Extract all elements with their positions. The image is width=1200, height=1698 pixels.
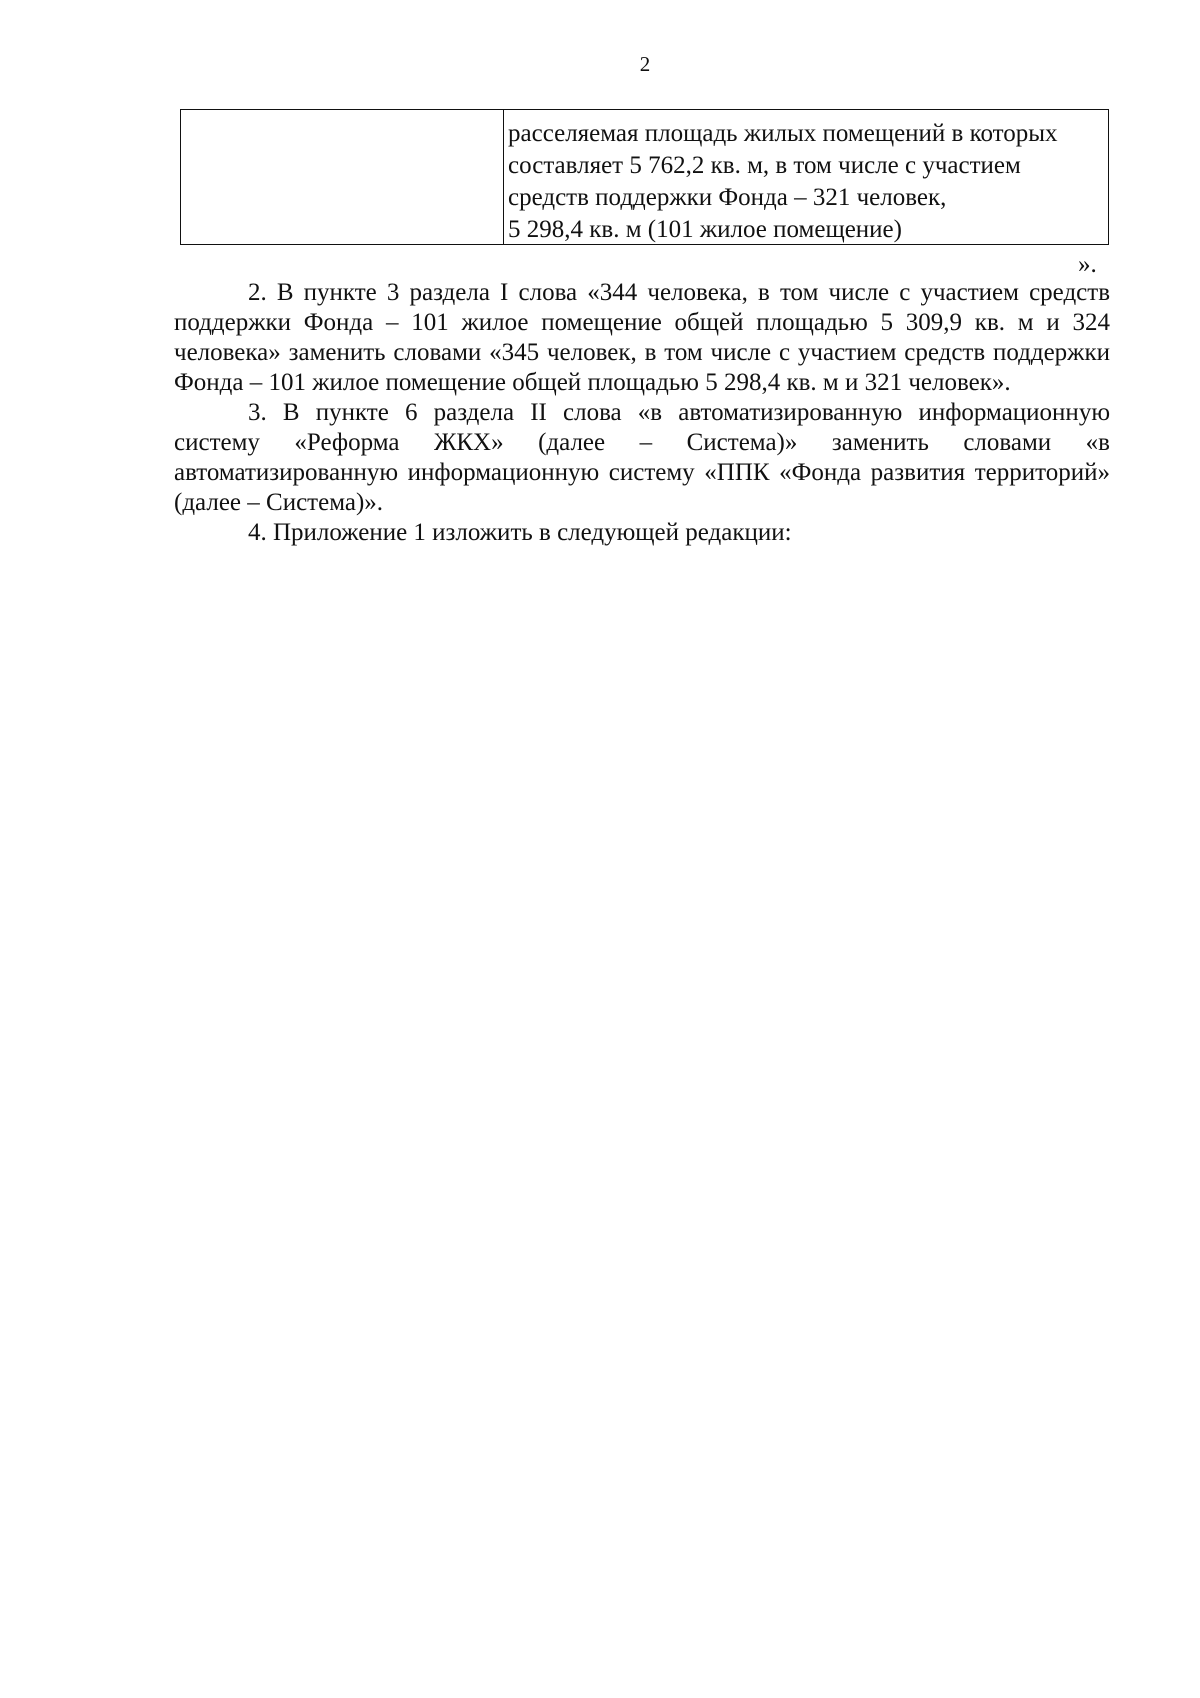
table-cell-line: расселяемая площадь жилых помещений в которых: [508, 120, 1058, 147]
table-cell-line: составляет 5 762,2 кв. м, в том числе с участием: [508, 152, 1021, 179]
amendment-table: [180, 109, 1109, 245]
table-cell-line: средств поддержки Фонда – 321 человек,: [508, 184, 947, 211]
paragraph-item-2: 2. В пункте 3 раздела I слова «344 человека, в том числе с участием средств поддержки Фонда – 101 жилое помещение общей площадью 5 309,9 кв. м и 324 человека» заменить словами «345 человек, в том числе с участием средств поддержки Фонда – 101 жилое помещение общей площадью 5 298,4 кв. м и 321 человек».: [174, 279, 1110, 396]
table-cell-line: 5 298,4 кв. м (101 жилое помещение): [508, 216, 902, 243]
page-number: 2: [639, 52, 651, 76]
table-cell-empty: [181, 110, 504, 244]
paragraph-item-4: 4. Приложение 1 изложить в следующей редакции:: [248, 519, 792, 546]
paragraph-item-3: 3. В пункте 6 раздела II слова «в автоматизированную информационную систему «Реформа ЖКХ» (далее – Система)» заменить словами «в автоматизированную информационную систему «ППК «Фонда развития территорий» (далее – Система)».: [174, 399, 1110, 516]
document-body: [174, 278, 1110, 548]
table-cell-text: [504, 110, 1108, 244]
closing-quote: ».: [1078, 251, 1097, 278]
